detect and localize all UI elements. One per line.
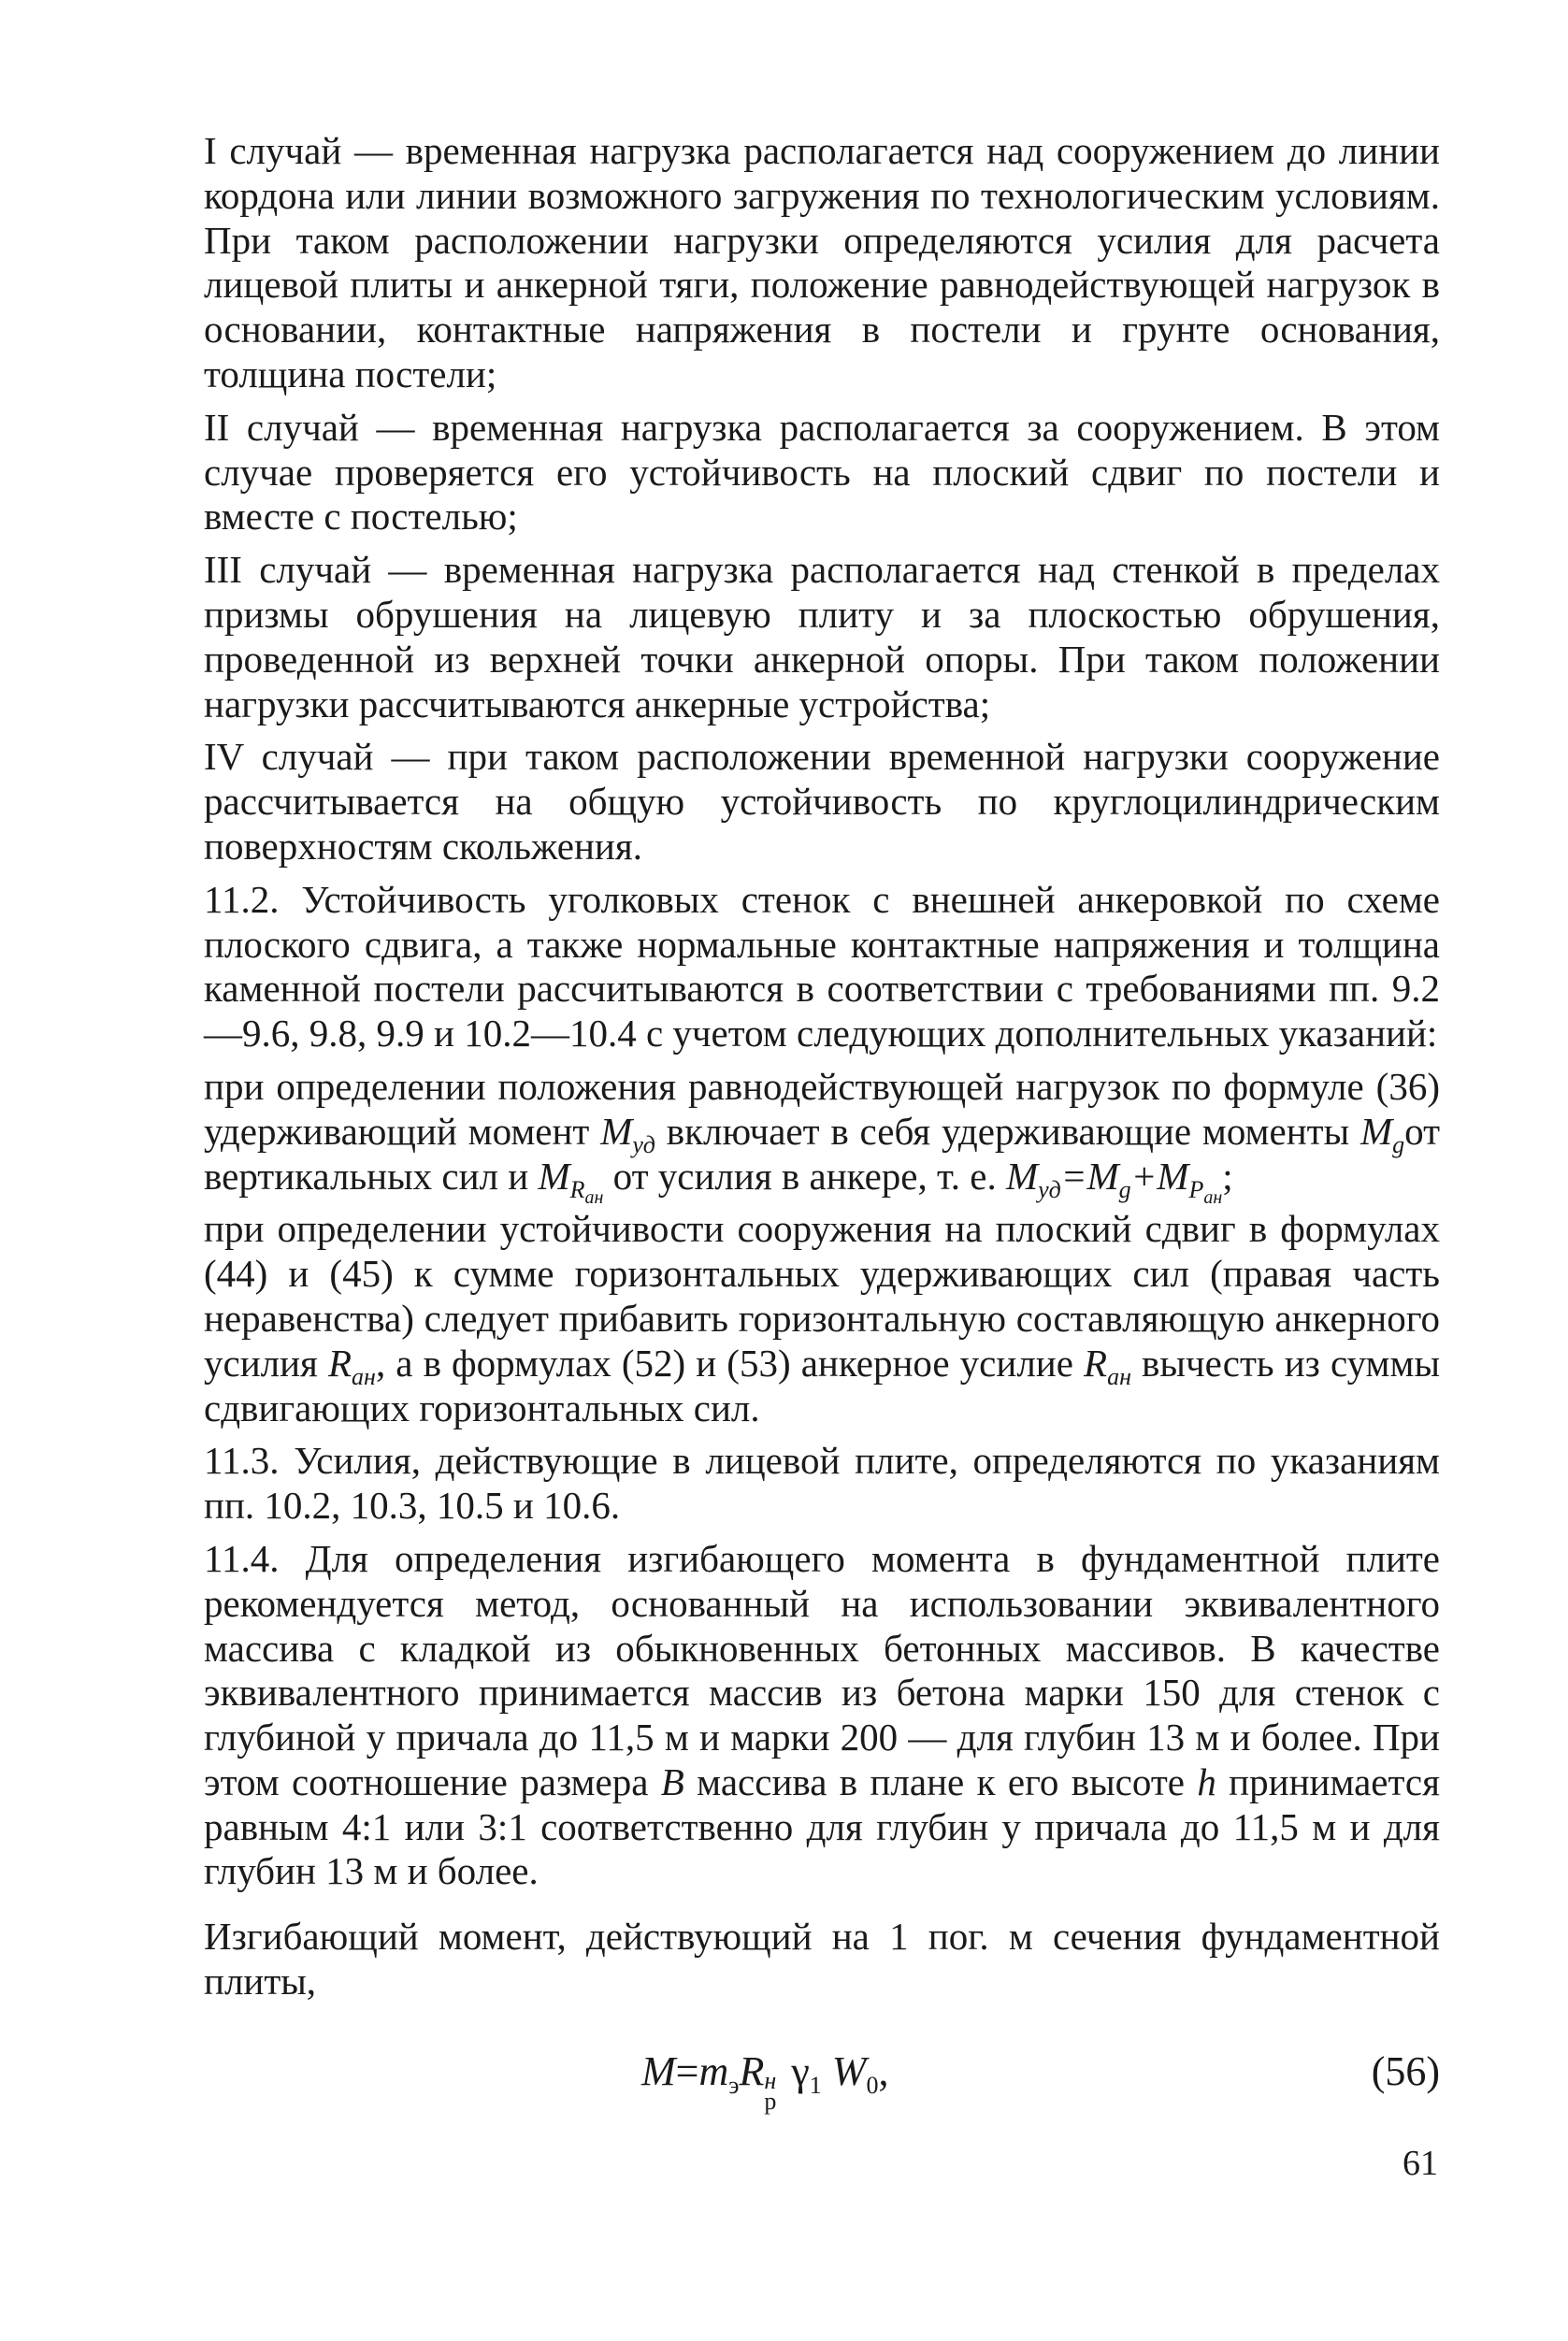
paragraph-section-11-3: 11.3. Усилия, действующие в лицевой плите, определяются по указаниям пп. 10.2, 10.3, 10.5 и 10.6.	[204, 1439, 1440, 1528]
formula-expression: $M=m_эR$ н р $\gamma_1$ $W_0$,	[641, 2048, 889, 2115]
paragraph-case-3: III случай — временная нагрузка располагается над стенкой в пределах призмы обрушения на лицевую плиту и за плоскостью обрушения, проведенной из верхней точки анкерной опоры. При таком положении нагрузки рассчитываются анкерные устройства;	[204, 548, 1440, 725]
shear-text-c: вычесть из суммы сдвигающих горизонтальных сил.	[204, 1341, 1440, 1429]
symbol-r-an: $R_{ан}$	[328, 1341, 376, 1390]
page-number: 61	[1403, 2144, 1438, 2183]
shear-text-b: , а в формулах (52) и (53) анкерное усилие	[375, 1341, 1085, 1385]
paragraph-bending-moment: Изгибающий момент, действующий на 1 пог. м сечения фундаментной плиты,	[204, 1915, 1440, 2003]
moment-text-b: включает в себя удерживающие моменты	[655, 1109, 1360, 1153]
s11-4-text-c: принимается равным 4:1 или 3:1 соответственно для глубин у причала до 11,5 м и для глубин 13 м и более.	[204, 1759, 1440, 1893]
symbol-b: B	[660, 1759, 684, 1803]
moment-text-d: от усилия в анкере, т. е.	[603, 1154, 1007, 1198]
paragraph-section-11-4	[204, 1537, 1440, 1894]
paragraph-case-2: II случай — временная нагрузка располагается за сооружением. В этом случае проверяется его устойчивость на плоский сдвиг по постели и вместе с постелью;	[204, 405, 1440, 539]
s11-4-text-a: 11.4. Для определения изгибающего момента в фундаментной плите рекомендуется метод, основанный на использовании эквивалентного массива с кладкой из обыкновенных бетонных массивов. В качестве эквивалентного принимается массив из бетона марки 150 для стенок с глубиной у причала до 11,5 м и марки 200 — для глубин 13 м и более. При этом соотношение размера	[204, 1536, 1440, 1803]
paragraph-resultant-moment	[204, 1064, 1440, 1208]
body-text	[204, 129, 1440, 2013]
paragraph-case-4: IV случай — при таком расположении временной нагрузки сооружение рассчитывается на общую устойчивость по круглоцилиндрическим поверхностям скольжения.	[204, 735, 1440, 868]
shear-text-a: при определении устойчивости сооружения на плоский сдвиг в формулах (44) и (45) к сумме горизонтальных удерживающих сил (правая часть неравенства) следует прибавить горизонтальную составляющую анкерного усилия	[204, 1207, 1440, 1385]
moment-text-c: от вертикальных сил и	[204, 1109, 1440, 1198]
paragraph-case-1: I случай — временная нагрузка располагается над сооружением до линии кордона или линии возможного загружения по технологическим условиям. При таком расположении нагрузки определяются усилия для расчета лицевой плиты и анкерной тяги, положение равнодействующей нагрузок в основании, контактные напряжения в постели и грунте основания, толщина постели;	[204, 129, 1440, 395]
moment-text-e: ;	[1222, 1154, 1233, 1198]
symbol-h: h	[1197, 1759, 1216, 1803]
paragraph-plane-shear	[204, 1207, 1440, 1430]
paragraph-section-11-2: 11.2. Устойчивость уголковых стенок с внешней анкеровкой по схеме плоского сдвига, а также нормальные контактные напряжения и толщина каменной постели рассчитываются в соответствии с требованиями пп. 9.2—9.6, 9.8, 9.9 и 10.2—10.4 с учетом следующих дополнительных указаний:	[204, 877, 1440, 1056]
formula-number: (56)	[1371, 2048, 1440, 2094]
symbol-m-r-an: $M_{R_{ан}}$	[538, 1154, 604, 1208]
symbol-m-ud: $M_{уд}$	[600, 1109, 655, 1158]
s11-4-text-b: массива в плане к его высоте	[683, 1759, 1198, 1803]
equation-m-ud: $M_{уд}=M_g+M_{P_{ан}}$	[1006, 1154, 1223, 1208]
moment-text-a: при определении положения равнодействующей нагрузок по формуле (36) удерживающий момент	[204, 1064, 1440, 1153]
symbol-r-an-2: $R_{ан}$	[1084, 1341, 1131, 1390]
symbol-m-g: $M_g$	[1359, 1109, 1405, 1158]
formula-56	[204, 2047, 1440, 2115]
